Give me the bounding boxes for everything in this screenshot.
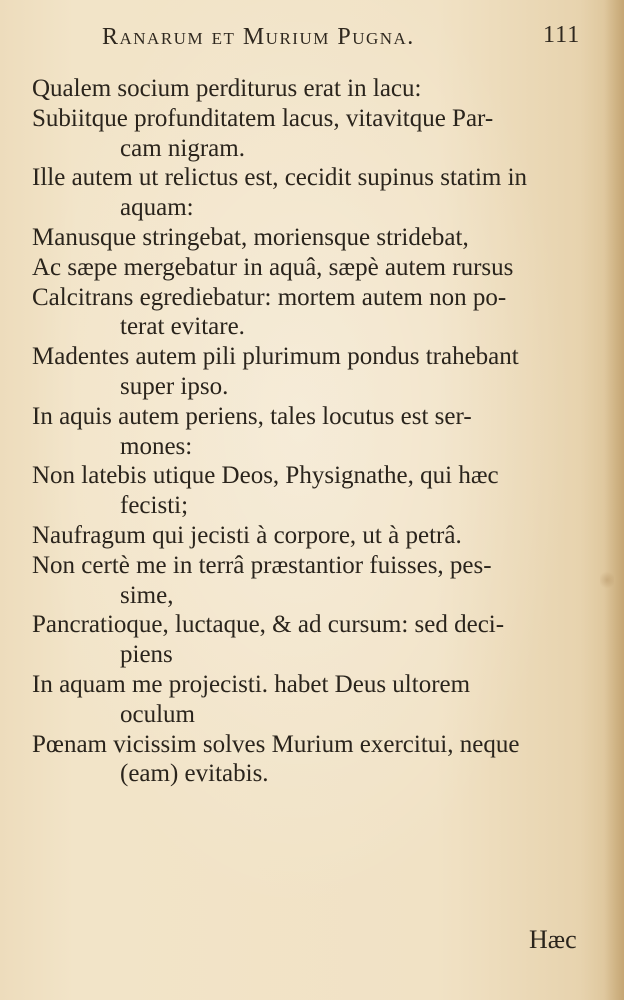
verse-line: Subiitque profunditatem lacus, vitavitque Par- xyxy=(32,104,494,132)
catchword: Hæc xyxy=(529,925,577,954)
verse-line-continuation: (eam) evitabis. xyxy=(120,760,269,788)
verse-line-continuation: super ipso. xyxy=(120,372,229,400)
verse-line: Ille autem ut relictus est, cecidit supinus statim in xyxy=(32,164,528,192)
verse-line-continuation: oculum xyxy=(120,700,195,728)
verse-line-continuation: aquam: xyxy=(120,194,194,222)
verse-line: In aquis autem periens, tales locutus est ser- xyxy=(32,402,472,430)
verse-line: Naufragum qui jecisti à corpore, ut à petrâ. xyxy=(32,521,462,549)
page-edge-shadow xyxy=(604,0,624,1000)
verse-line: Non latebis utique Deos, Physignathe, qui hæc xyxy=(32,462,499,490)
verse-line: Non certè me in terrâ præstantior fuisses, pes- xyxy=(32,551,492,579)
verse-line-continuation: piens xyxy=(120,641,173,669)
page-number: 111 xyxy=(543,22,581,48)
verse-line: Qualem socium perditurus erat in lacu: xyxy=(32,75,422,102)
running-title: Ranarum et Murium Pugna. xyxy=(102,24,415,50)
verse-line-continuation: sime, xyxy=(120,581,174,609)
verse-text-block xyxy=(32,74,592,789)
verse-line-continuation: mones: xyxy=(120,432,193,460)
verse-line: Madentes autem pili plurimum pondus trahebant xyxy=(32,343,519,371)
verse-line: Manusque stringebat, moriensque stridebat, xyxy=(32,223,469,251)
paper-stain xyxy=(600,570,614,590)
verse-line: In aquam me projecisti. habet Deus ultorem xyxy=(32,670,471,698)
verse-line-continuation: cam nigram. xyxy=(120,134,245,162)
verse-line: Ac sæpe mergebatur in aquâ, sæpè autem rursus xyxy=(32,253,514,281)
verse-line-continuation: fecisti; xyxy=(120,492,189,520)
verse-line: Calcitrans egrediebatur: mortem autem non po- xyxy=(32,283,507,311)
verse-line: Pœnam vicissim solves Murium exercitui, neque xyxy=(32,730,520,758)
verse-line: Pancratioque, luctaque, & ad cursum: sed deci- xyxy=(32,611,505,639)
verse-line-continuation: terat evitare. xyxy=(120,313,245,341)
